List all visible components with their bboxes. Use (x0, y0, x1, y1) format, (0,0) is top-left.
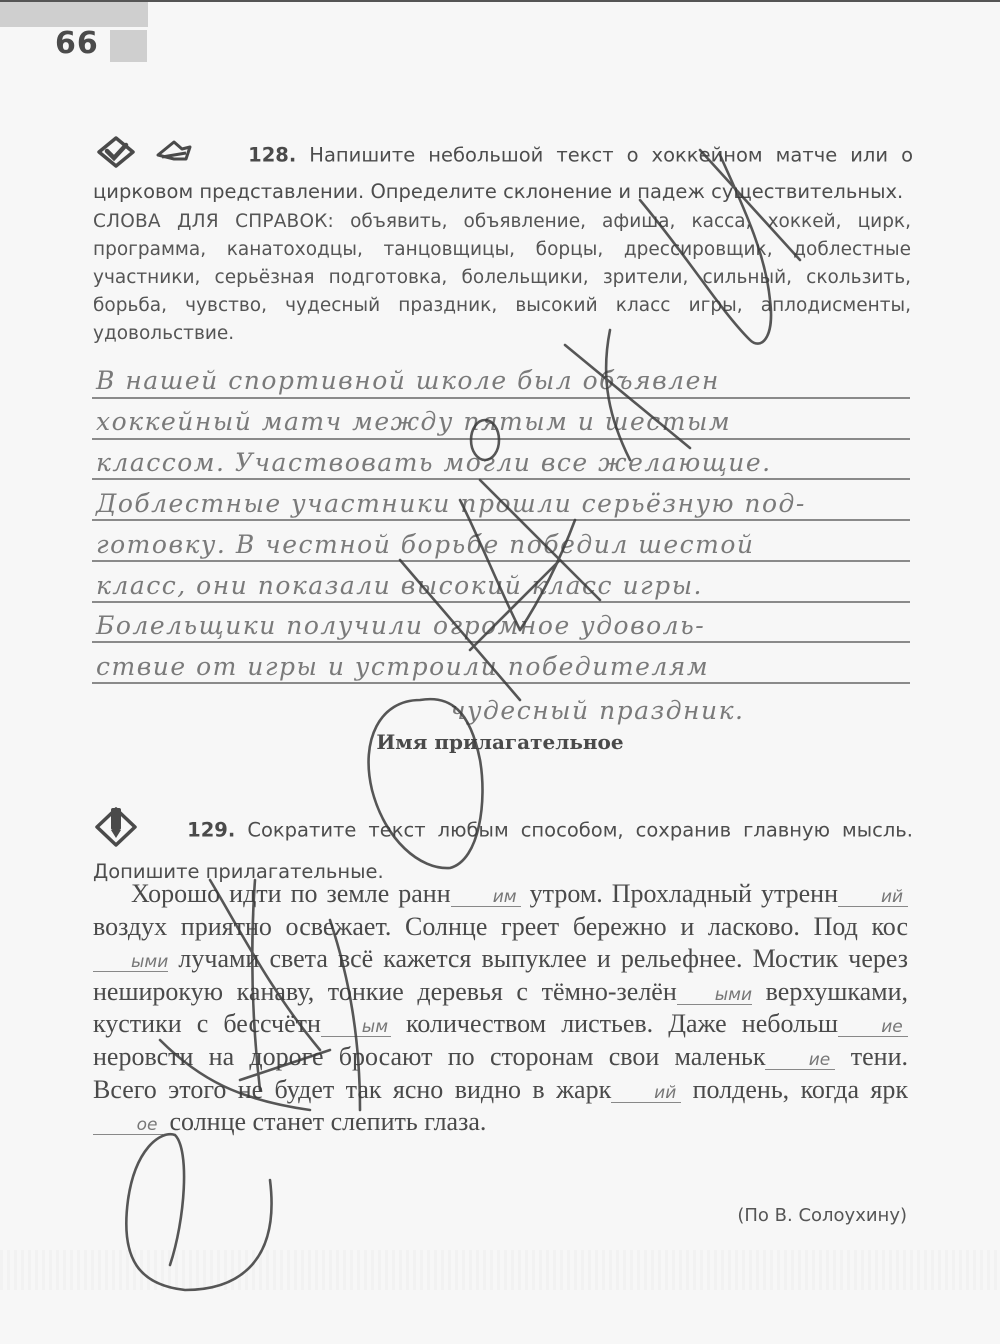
passage-text: неровсти на дороге бросают по сторонам свои маленьк (93, 1041, 766, 1071)
fill-in-blank[interactable]: ий (838, 888, 908, 907)
ruled-line (92, 682, 910, 684)
fill-in-blank[interactable]: ий (611, 1084, 681, 1103)
passage-text: лучами света всё кажется выпуклее и рельефнее. Мостик через неширокую канаву, тонкие деревья с тёмно-зелён (93, 944, 908, 1006)
passage-text: верхушками, кустики с бессчётн (93, 976, 908, 1039)
handwritten-line: Доблестные участники прошли серьёзную под- (96, 489, 806, 518)
attribution: (По В. Солоухину) (737, 1205, 907, 1226)
exercise-128-instruction (93, 135, 913, 206)
handwritten-line: готовку. В честной борьбе победил шестой (96, 530, 755, 559)
ruled-line (92, 397, 910, 399)
handwritten-line: чудесный праздник. (450, 696, 745, 725)
pencil-diamond-icon (93, 805, 139, 857)
section-title: Имя прилагательное (376, 730, 624, 754)
ruled-line (92, 519, 910, 521)
reference-label: СЛОВА ДЛЯ СПРАВОК: (93, 211, 334, 232)
ruled-line (92, 560, 910, 562)
passage-text: полдень, когда ярк (681, 1074, 908, 1104)
header-gray-block (110, 30, 147, 62)
handwritten-line: классом. Участвовать могли все желающие. (96, 448, 772, 477)
fill-in-blank[interactable]: ие (765, 1051, 835, 1070)
handwritten-line: В нашей спортивной школе был объявлен (96, 366, 720, 395)
exercise-number: 128. (248, 143, 297, 167)
passage-text: количеством листьев. Даже небольш (390, 1009, 838, 1039)
ruled-line (92, 601, 910, 603)
ruled-line (92, 478, 910, 480)
instruction-text: Напишите небольшой текст о хоккейном матче или о цирковом представлении. Определите склонение и падеж существительных. (93, 143, 913, 203)
fill-in-blank[interactable]: ое (93, 1116, 163, 1135)
fill-in-blank[interactable]: ыми (677, 986, 752, 1005)
reference-list: объявить, объявление, афиша, касса, хоккей, цирк, программа, канатоходцы, танцовщицы, борцы, дрессировщик, доблестные участники, серьёзная подготовка, болельщики, зрители, сильный, скользить, борьба, чувство, чудесный праздник, высокий класс игры, аплодисменты, удовольствие. (93, 211, 911, 344)
check-diamond-icon (93, 135, 139, 177)
handwritten-line: Болельщики получили огромное удоволь- (96, 611, 706, 640)
exercise-129-instruction (93, 805, 913, 886)
exercise-number: 129. (187, 818, 236, 842)
fill-in-blank[interactable]: ыми (93, 953, 168, 972)
fill-in-blank[interactable]: ие (838, 1018, 908, 1037)
passage-text: солнце станет слепить глаза. (163, 1107, 487, 1137)
ruled-line (92, 438, 910, 440)
page-number: 66 (55, 26, 99, 61)
reference-words (93, 208, 911, 348)
scan-top-edge (0, 0, 1000, 2)
fill-in-blank[interactable]: им (451, 888, 521, 907)
pencil-write-icon (152, 137, 196, 175)
handwritten-line: ствие от игры и устроили победителям (96, 652, 710, 681)
ruled-line (92, 641, 910, 643)
header-gray-bar (0, 2, 148, 27)
passage-text: воздух приятно освежает. Солнце греет бережно и ласково. Под кос (93, 911, 908, 941)
handwritten-line: хоккейный матч между пятым и шестым (96, 407, 732, 436)
passage-text: Хорошо идти по земле ранн (131, 879, 451, 908)
scan-noise (0, 1250, 1000, 1290)
fill-in-blank[interactable]: ым (321, 1018, 391, 1037)
passage-text: тени. Всего этого не будет так ясно видно в жарк (93, 1041, 908, 1104)
passage (93, 878, 908, 1139)
passage-text: утром. Прохладный утренн (520, 879, 838, 908)
instruction-text: Сократите текст любым способом, сохранив главную мысль. Допишите прилагательные. (93, 818, 914, 883)
handwritten-line: класс, они показали высокий класс игры. (96, 571, 703, 600)
